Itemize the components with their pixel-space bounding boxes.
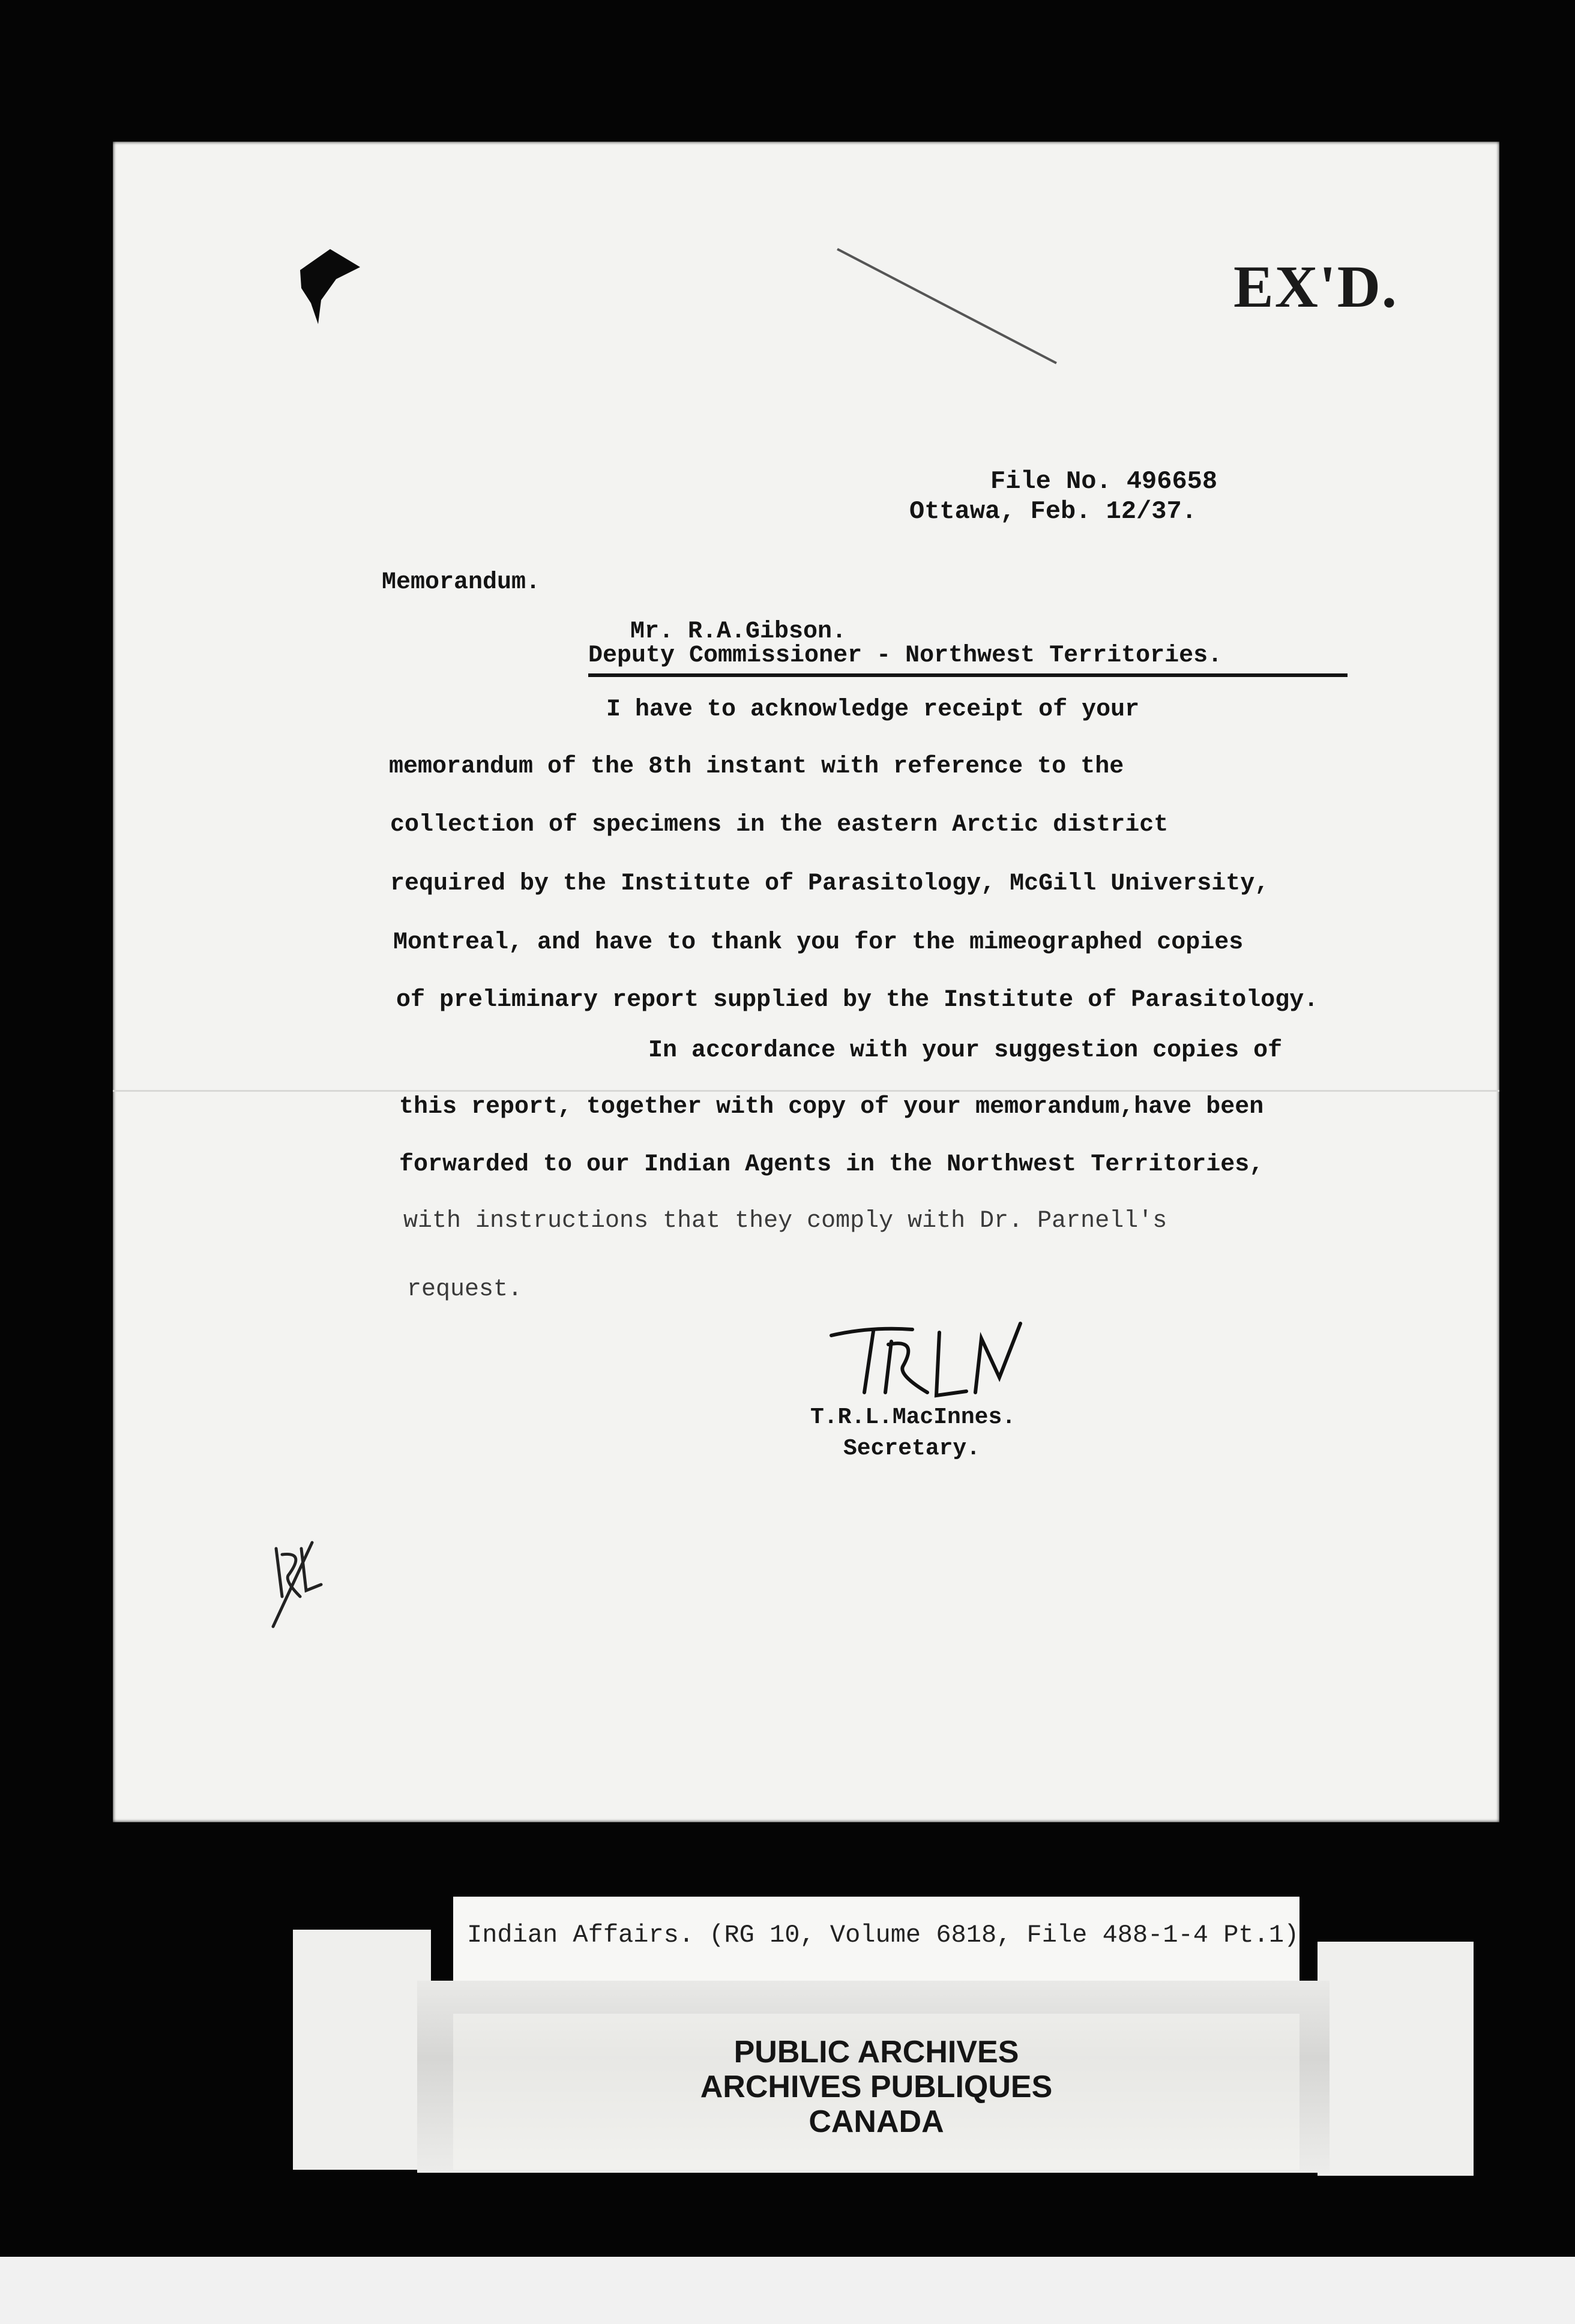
archive-stamp (504, 2035, 1248, 2139)
body-line-1: I have to acknowledge receipt of your (606, 696, 1140, 723)
archive-stamp-line-2: ARCHIVES PUBLIQUES (700, 2070, 1053, 2104)
place-date: Ottawa, Feb. 12/37. (909, 497, 1197, 526)
label-tab-right (1318, 1942, 1474, 2176)
label-tab-left (293, 1930, 431, 2170)
ink-blot-icon (294, 246, 366, 330)
body-line-5: Montreal, and have to thank you for the mimeographed copies (393, 929, 1244, 956)
addressee-name: Mr. R.A.Gibson. (630, 618, 847, 645)
body-line-10: with instructions that they comply with Dr. Parnell's (403, 1208, 1167, 1235)
body-line-11: request. (407, 1276, 523, 1303)
archive-stamp-line-1: PUBLIC ARCHIVES (733, 2035, 1019, 2070)
body-line-4: required by the Institute of Parasitology, McGill University, (390, 870, 1269, 897)
file-number: File No. 496658 (990, 467, 1218, 496)
exd-stamp: EX'D. (1233, 253, 1398, 320)
body-line-9: forwarded to our Indian Agents in the Northwest Territories, (399, 1151, 1264, 1178)
pencil-mark (834, 246, 1062, 366)
scan-bottom-band (0, 2257, 1575, 2324)
body-line-3: collection of specimens in the eastern Arctic district (390, 811, 1169, 838)
signer-name: T.R.L.MacInnes. (810, 1404, 1016, 1430)
handwritten-signature (828, 1320, 1026, 1410)
signer-title: Secretary. (843, 1436, 981, 1462)
fold-crease (113, 1090, 1499, 1092)
archive-reference: Indian Affairs. (RG 10, Volume 6818, File 488-1-4 Pt.1) (467, 1921, 1299, 1949)
margin-initials-mark (264, 1525, 330, 1633)
body-line-8: this report, together with copy of your memorandum,have been (399, 1094, 1264, 1121)
body-line-7: In accordance with your suggestion copies of (648, 1037, 1283, 1064)
body-line-2: memorandum of the 8th instant with reference to the (389, 753, 1124, 780)
archive-stamp-line-3: CANADA (809, 2104, 944, 2139)
addressee-underline (588, 673, 1348, 677)
body-line-6: of preliminary report supplied by the Institute of Parasitology. (396, 987, 1319, 1014)
memo-heading: Memorandum. (382, 569, 541, 596)
addressee-title: Deputy Commissioner - Northwest Territories. (588, 642, 1223, 669)
